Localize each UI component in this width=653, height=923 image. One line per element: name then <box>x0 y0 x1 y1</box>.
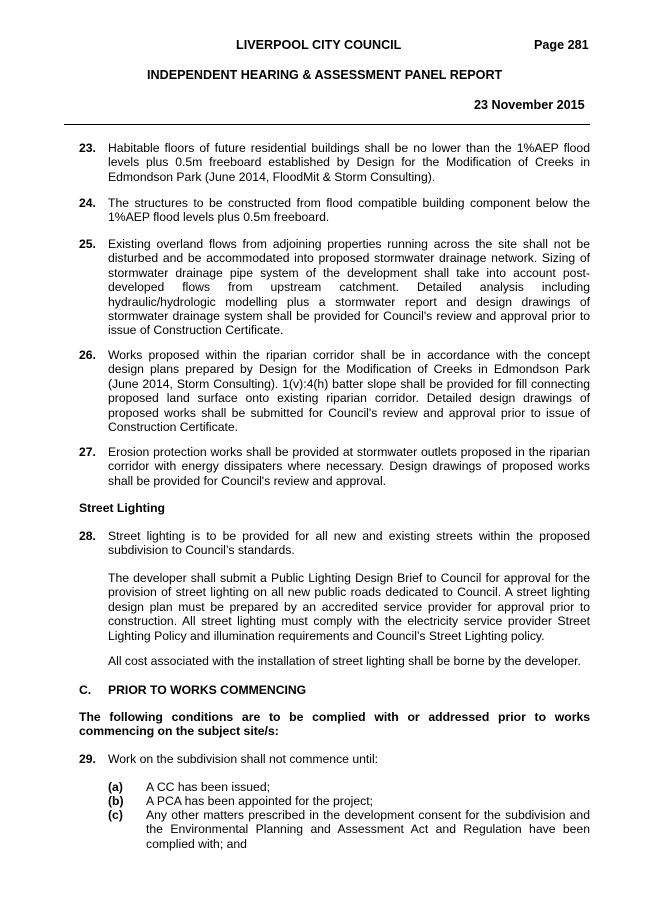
sub-item-text: A PCA has been appointed for the project; <box>146 794 373 808</box>
sub-item-label: (c) <box>108 808 123 822</box>
sub-item-text: Any other matters prescribed in the development consent for the subdivision and the Environmental Planning and Assessment Act and Regulation have been complied with; and <box>146 808 590 851</box>
council-name: LIVERPOOL CITY COUNCIL <box>236 38 402 52</box>
condition-number: 24. <box>79 196 96 210</box>
condition-paragraph: All cost associated with the installation of street lighting shall be borne by the developer. <box>108 654 581 668</box>
condition-text: Habitable floors of future residential buildings shall be no lower than the 1%AEP flood levels plus 0.5m freeboard established by Design for the Modification of Creeks in Edmondson Park (June 2014, FloodMit & Storm Consulting). <box>108 141 590 184</box>
report-title: INDEPENDENT HEARING & ASSESSMENT PANEL REPORT <box>147 68 503 82</box>
condition-text: Existing overland flows from adjoining properties running across the site shall not be disturbed and be accommodated into proposed stormwater drainage network. Sizing of stormwater drainage pipe system of the development shall take into account post-developed flows from upstream catchment. Detailed analysis including hydraulic/hydrologic modelling plus a stormwater report and design drawings of stormwater drainage system shall be provided for Council's review and approval prior to issue of Construction Certificate. <box>108 237 590 338</box>
condition-text: The structures to be constructed from flood compatible building component below the 1%AEP flood levels plus 0.5m freeboard. <box>108 196 590 225</box>
page-number: Page 281 <box>534 38 589 52</box>
report-date: 23 November 2015 <box>474 98 585 112</box>
condition-text: Work on the subdivision shall not commence until: <box>108 752 379 766</box>
sub-item-text: A CC has been issued; <box>146 780 270 794</box>
street-lighting-heading: Street Lighting <box>79 501 165 515</box>
condition-text: Works proposed within the riparian corridor shall be in accordance with the concept design plans prepared by Design for the Modification of Creeks in Edmondson Park (June 2014, Storm Consulting). 1(v):4(h) batter slope shall be provided for fill connecting proposed land surface onto existing riparian corridor. Detailed design drawings of proposed works shall be submitted for Council's review and approval prior to issue of Construction Certificate. <box>108 348 590 435</box>
sub-item-label: (b) <box>108 794 124 808</box>
sub-item-label: (a) <box>108 780 123 794</box>
condition-paragraph: The developer shall submit a Public Lighting Design Brief to Council for approval for the provision of street lighting on all new public roads dedicated to Council. A street lighting design plan must be prepared by an accredited service provider for approval prior to construction. All street lighting must comply with the electricity service provider Street Lighting Policy and illumination requirements and Council’s Street Lighting policy. <box>108 571 590 643</box>
section-letter: C. <box>79 683 92 697</box>
section-title: PRIOR TO WORKS COMMENCING <box>108 683 307 697</box>
condition-number: 29. <box>79 752 96 766</box>
condition-number: 28. <box>79 529 96 543</box>
condition-number: 27. <box>79 445 96 459</box>
condition-number: 25. <box>79 237 96 251</box>
condition-number: 26. <box>79 348 96 362</box>
section-intro: The following conditions are to be complied with or addressed prior to works commencing on the subject site/s: <box>79 710 590 739</box>
condition-text: Erosion protection works shall be provided at stormwater outlets proposed in the riparian corridor with energy dissipaters where necessary. Design drawings of proposed works shall be provided for Council's review and approval. <box>108 445 590 488</box>
condition-number: 23. <box>79 141 96 155</box>
condition-text: Street lighting is to be provided for all new and existing streets within the proposed subdivision to Council’s standards. <box>108 529 590 558</box>
header-divider <box>64 124 590 125</box>
